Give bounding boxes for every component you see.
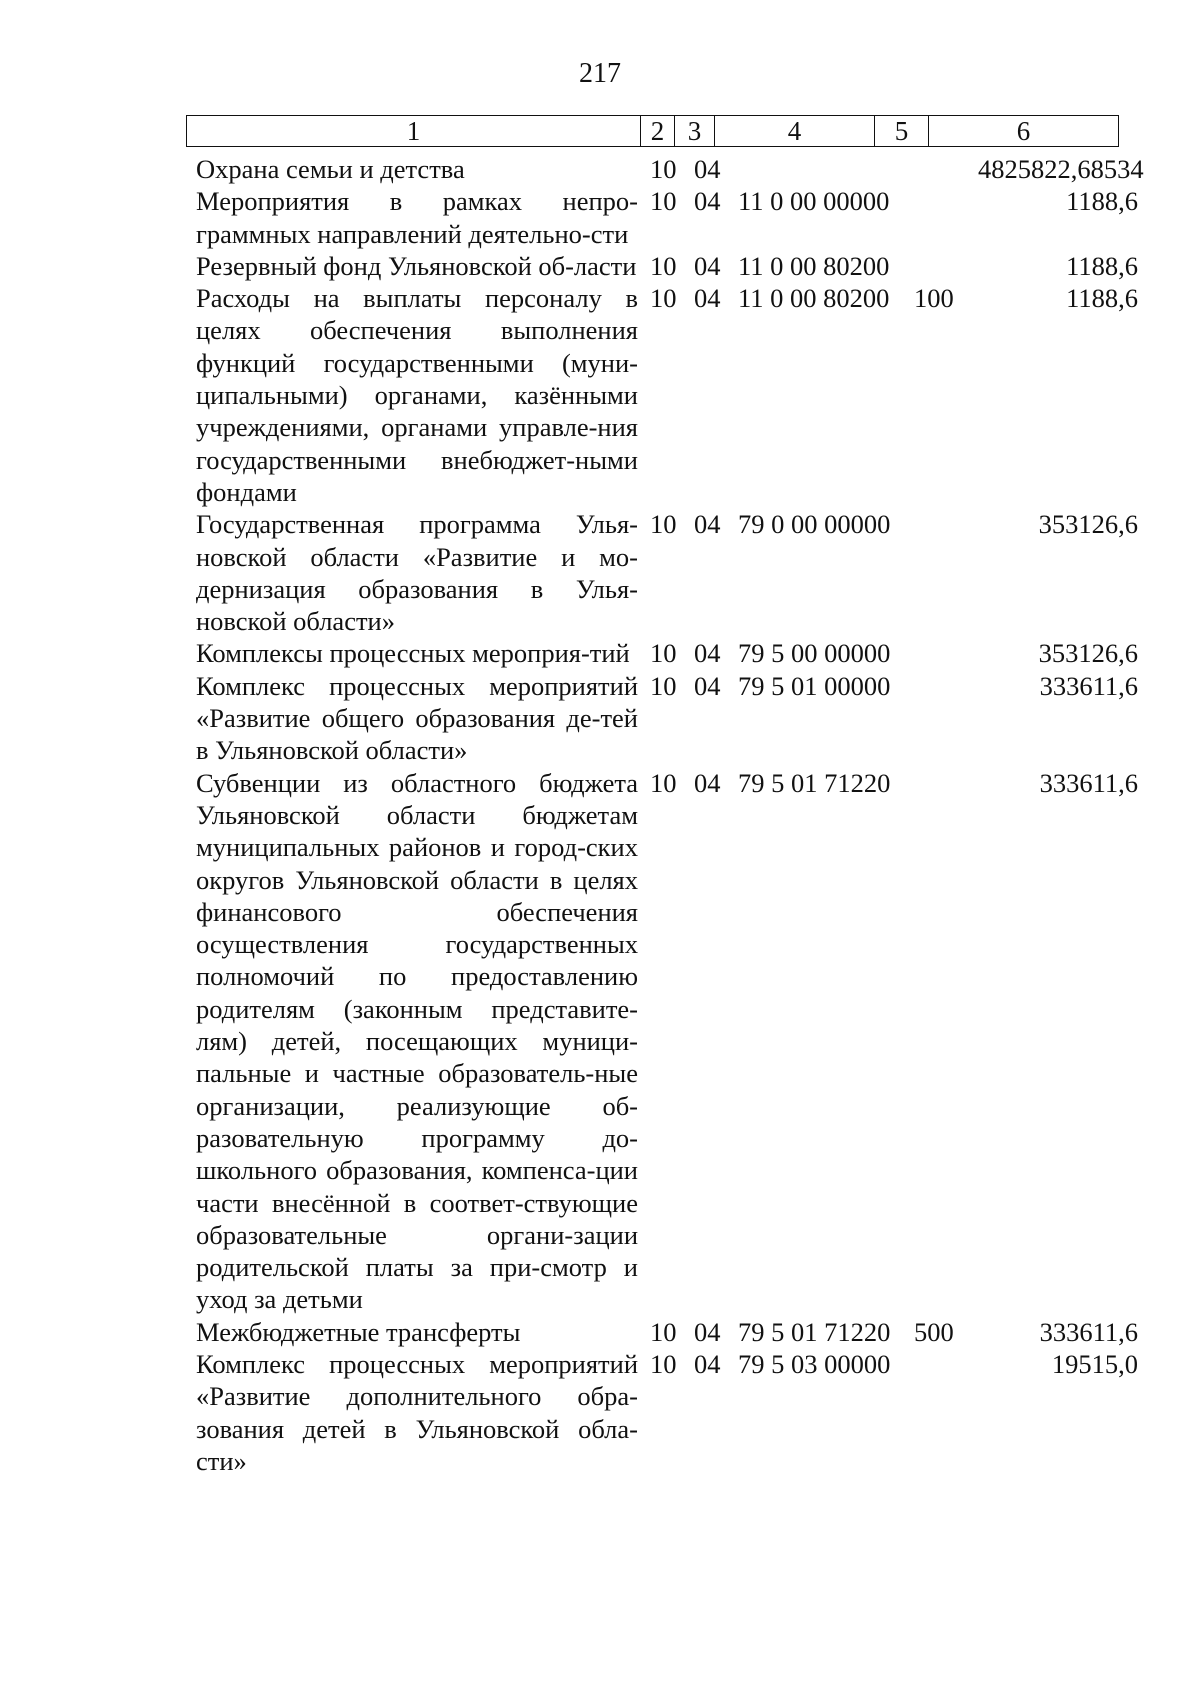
row-section: 10 bbox=[650, 1348, 677, 1379]
row-target-code: 79 5 01 71220 bbox=[738, 1316, 891, 1347]
row-name: Комплексы процессных мероприя-тий bbox=[196, 638, 630, 669]
column-header-cell: 2 bbox=[641, 116, 675, 147]
row-amount: 1188,6 bbox=[1066, 186, 1138, 217]
column-header-row bbox=[187, 116, 1119, 147]
row-amount: 1188,6 bbox=[1066, 250, 1138, 281]
row-target-code: 79 5 01 71220 bbox=[738, 767, 891, 798]
table-row bbox=[196, 670, 1176, 767]
row-subsection: 04 bbox=[694, 670, 721, 701]
row-amount: 19515,0 bbox=[1051, 1348, 1138, 1379]
row-section: 10 bbox=[650, 283, 677, 314]
column-header-cell: 4 bbox=[715, 116, 875, 147]
table-row bbox=[196, 282, 1176, 508]
row-amount: 1188,6 bbox=[1066, 283, 1138, 314]
row-section: 10 bbox=[650, 638, 677, 669]
row-name: Межбюджетные трансферты bbox=[196, 1316, 521, 1347]
table-row bbox=[196, 1316, 1176, 1348]
table-row bbox=[196, 1348, 1176, 1477]
row-subsection: 04 bbox=[694, 1348, 721, 1379]
row-subsection: 04 bbox=[694, 1316, 721, 1347]
row-target-code: 79 0 00 00000 bbox=[738, 509, 891, 540]
row-amount: 333611,6 bbox=[1039, 670, 1138, 701]
budget-rows bbox=[196, 153, 1176, 1477]
row-section: 10 bbox=[650, 670, 677, 701]
row-name: Комплекс процессных мероприятий «Развитие общего образования де-тей в Ульяновской области» bbox=[196, 670, 638, 766]
column-header-cell: 5 bbox=[875, 116, 929, 147]
row-target-code: 11 0 00 80200 bbox=[738, 250, 890, 281]
table-row bbox=[196, 767, 1176, 1316]
row-target-code: 11 0 00 00000 bbox=[738, 186, 890, 217]
row-subsection: 04 bbox=[694, 767, 721, 798]
row-subsection: 04 bbox=[694, 186, 721, 217]
column-header-table bbox=[186, 115, 1119, 147]
row-name: Государственная программа Улья-новской области «Развитие и мо-дернизация образования в Улья-новской области» bbox=[196, 509, 638, 637]
row-subsection: 04 bbox=[694, 509, 721, 540]
row-amount: 353126,6 bbox=[1038, 509, 1138, 540]
row-target-code: 11 0 00 80200 bbox=[738, 283, 890, 314]
column-header-cell: 3 bbox=[675, 116, 715, 147]
row-expense-type: 500 bbox=[914, 1316, 954, 1347]
row-expense-type: 100 bbox=[914, 283, 954, 314]
row-amount: 353126,6 bbox=[1038, 638, 1138, 669]
column-header-cell: 1 bbox=[187, 116, 641, 147]
row-amount: 4825822,68534 bbox=[978, 154, 1144, 184]
row-name: Резервный фонд Ульяновской об-ласти bbox=[196, 250, 637, 281]
row-subsection: 04 bbox=[694, 154, 721, 184]
row-target-code: 79 5 03 00000 bbox=[738, 1348, 891, 1379]
table-row bbox=[196, 153, 1176, 185]
row-name: Охрана семьи и детства bbox=[196, 154, 465, 184]
row-subsection: 04 bbox=[694, 638, 721, 669]
row-name: Субвенции из областного бюджета Ульяновской области бюджетам муниципальных районов и город-ских округов Ульяновской области в целях финансового обеспечения осуществления государственных полномочий по предоставлению родителям (законным представите-лям) детей, посещающих муници-пальные и частные образователь-ные организации, реализующие об-разовательную программу до-школьного образования, компенса-ции части внесённой в соответ-ствующие образовательные органи-зации родительской платы за при-смотр и уход за детьми bbox=[196, 767, 638, 1315]
row-section: 10 bbox=[650, 186, 677, 217]
table-row bbox=[196, 508, 1176, 637]
column-header-cell: 6 bbox=[929, 116, 1119, 147]
row-target-code: 79 5 00 00000 bbox=[738, 638, 891, 669]
row-name: Мероприятия в рамках непро-граммных направлений деятельно-сти bbox=[196, 186, 638, 249]
row-section: 10 bbox=[650, 1316, 677, 1347]
table-row bbox=[196, 637, 1176, 669]
row-subsection: 04 bbox=[694, 250, 721, 281]
row-target-code: 79 5 01 00000 bbox=[738, 670, 891, 701]
row-section: 10 bbox=[650, 767, 677, 798]
page-number: 217 bbox=[579, 58, 621, 89]
row-section: 10 bbox=[650, 154, 677, 184]
row-amount: 333611,6 bbox=[1039, 767, 1138, 798]
row-name: Расходы на выплаты персоналу в целях обеспечения выполнения функций государственными (муни-ципальными) органами, казёнными учреждениями, органами управле-ния государственными внебюджет-ными фондами bbox=[196, 283, 638, 507]
table-row bbox=[196, 250, 1176, 282]
table-row bbox=[196, 185, 1176, 250]
row-section: 10 bbox=[650, 509, 677, 540]
row-section: 10 bbox=[650, 250, 677, 281]
row-amount: 333611,6 bbox=[1039, 1316, 1138, 1347]
row-name: Комплекс процессных мероприятий «Развитие дополнительного обра-зования детей в Ульяновской обла-сти» bbox=[196, 1348, 638, 1476]
row-subsection: 04 bbox=[694, 283, 721, 314]
